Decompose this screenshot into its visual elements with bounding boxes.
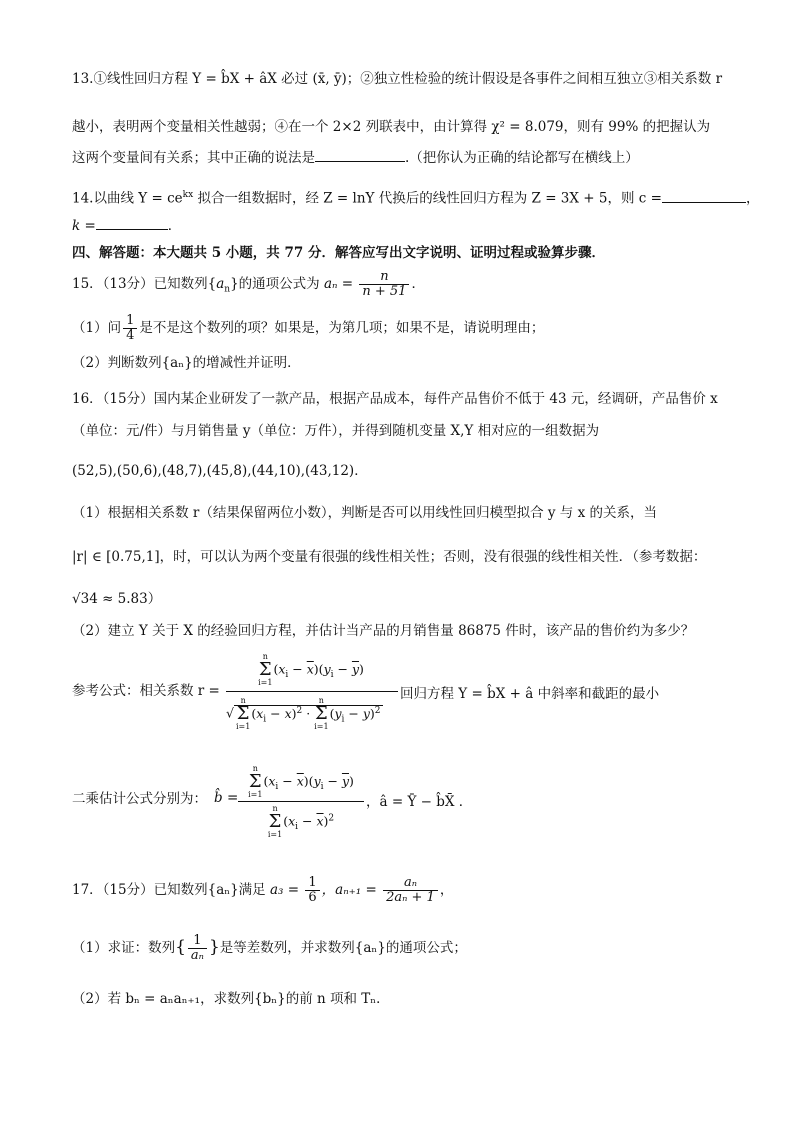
a3-lhs: a₃ = <box>269 882 300 898</box>
q16-ref-data: √34 ≈ 5.83） <box>72 591 162 607</box>
q14-k: k = <box>72 218 96 234</box>
q15-p1-a: （1）问 <box>72 320 122 336</box>
sum-symbol: n Σ i=1 <box>235 696 251 731</box>
numerator: n <box>380 269 389 284</box>
denominator: 6 <box>305 890 319 905</box>
q14-line1: 14.以曲线 $Y = ce^{kx}$ 拟合一组数据时，经 Z = lnY 代换后的线性回归方程为 Z = 3X + 5，则 c = ， <box>72 190 760 207</box>
fraction-bar <box>238 801 364 802</box>
ref-formula-label: 参考公式：相关系数 r = <box>72 683 220 699</box>
denominator: aₙ <box>188 948 207 963</box>
recurrence-lhs: ，aₙ₊₁ = <box>321 882 377 898</box>
q13-line2: 越小，表明两个变量相关性越弱；④在一个 2×2 列联表中，由计算得 χ² = 8.079，则有 99% 的把握认为 <box>72 119 711 135</box>
ols-numerator: n Σ i=1 $(x_i - \overline{x})(y_i - \overline{y})$ <box>248 764 354 799</box>
numerator: 1 <box>126 313 135 328</box>
q13-line1: 13.①线性回归方程 Y = b̂X + âX 必过 (x̄, ȳ)；②独立性检验的统计假设是各事件之间相互独立③相关系数 r <box>72 71 723 87</box>
q16-data: (52,5),(50,6),(48,7),(45,8),(44,10),(43,12)． <box>72 463 368 479</box>
answer-blank[interactable] <box>315 148 405 162</box>
denominator: 2aₙ + 1 <box>383 890 438 905</box>
sum-symbol: n Σ i=1 <box>267 804 283 839</box>
q15-part1 <box>72 314 544 343</box>
q14-line2: k = ． <box>72 218 182 234</box>
denominator: n + 51 <box>359 284 409 299</box>
q17-p1-a: （1）求证：数列 <box>72 940 176 956</box>
correlation-numerator: n Σ i=1 $(x_i - \overline{x})(y_i - \overline{y})$ <box>258 652 364 687</box>
section-heading: 四、解答题：本大题共 5 小题，共 77 分．解答应写出文字说明、证明过程或验算步骤． <box>72 245 605 261</box>
fraction <box>359 270 409 299</box>
q17-part1: （1）求证：数列{ $\frac{1}{\text{aₙ}}$ }是等差数列，并求数列{aₙ}的通项公式； <box>72 933 467 963</box>
fraction <box>383 876 438 905</box>
q17-p1-b: 是等差数列，并求数列{aₙ}的通项公式； <box>219 940 467 956</box>
q14-text-b: 拟合一组数据时，经 Z = lnY 代换后的线性回归方程为 Z = 3X + 5，则 c = <box>193 190 662 207</box>
ols-label: 二乘估计公式分别为： <box>72 791 207 807</box>
fraction <box>305 876 319 905</box>
q13-line3-text: 这两个变量间有关系；其中正确的说法是 <box>72 150 315 166</box>
q16-condition: |r| ∈ [0.75,1]，时，可以认为两个变量有很强的线性相关性；否则，没有很强的线性相关性．（参考数据： <box>72 549 707 565</box>
q13-line3 <box>72 148 639 167</box>
a-hat-formula: ，â = Ȳ − b̂X̄ ． <box>366 794 473 810</box>
formula-lhs: aₙ = <box>323 276 354 292</box>
q14-exponent: kx <box>182 190 194 200</box>
q15-stem: 15．（13分）已知数列$\{a_n\}$的通项公式为 aₙ = $\frac{n}{n + 51}$ ． <box>72 269 425 299</box>
q17-stem: 17．（15分）已知数列{aₙ}满足 a₃ = $\frac{1}{6}$ ，aₙ₊₁ = $\frac{\text{aₙ}}{\text{2aₙ + 1}}$ ， <box>72 875 454 905</box>
q16-part2: （2）建立 Y 关于 X 的经验回归方程，并估计当产品的月销售量 86875 件时，该产品的售价约为多少？ <box>72 623 695 639</box>
q16-line2: （单位：元/件）与月销售量 y（单位：万件），并得到随机变量 X,Y 相对应的一组数据为 <box>72 423 600 439</box>
seq-braces: $\{a_n\}$ <box>207 276 239 295</box>
q16-line1: 16．（15分）国内某企业研发了一款产品，根据产品成本，每件产品售价不低于 43 元，经调研，产品售价 x <box>72 391 718 407</box>
numerator: aₙ <box>403 875 417 890</box>
sum-symbol: n Σ i=1 <box>314 696 329 731</box>
q15-p1-b: 是不是这个数列的项？如果是，为第几项；如果不是，请说明理由； <box>139 320 545 336</box>
fraction <box>188 934 207 963</box>
q17-stem-a: 17．（15分）已知数列{aₙ}满足 <box>72 882 266 898</box>
fraction-bar <box>226 691 398 692</box>
answer-blank[interactable] <box>96 216 168 230</box>
ols-denominator: n Σ i=1 $(x_i - \overline{x})^2$ <box>267 804 335 839</box>
sum-symbol: n Σ i=1 <box>248 764 263 799</box>
regression-line-text: 回归方程 Y = b̂X + â 中斜率和截距的最小 <box>400 686 660 702</box>
q15-part2: （2）判断数列{aₙ}的增减性并证明． <box>72 355 301 371</box>
q16-part1: （1）根据相关系数 r（结果保留两位小数），判断是否可以用线性回归模型拟合 y 与 x 的关系，当 <box>72 505 657 521</box>
q13-line3-tail: .（把你认为正确的结论都写在横线上） <box>405 150 639 166</box>
answer-blank[interactable] <box>662 189 746 203</box>
fraction <box>123 314 137 343</box>
correlation-denominator: √ n Σ i=1 $(x_i - \overline{x})^2$ · n Σ i=1 $(y_i - \overline{y})^2$ <box>226 696 381 731</box>
q15-stem-a: 15．（13分）已知数列 <box>72 276 208 292</box>
q14-text-a: 14.以曲线 Y = ce <box>72 190 183 207</box>
numerator: 1 <box>308 875 317 890</box>
q15-stem-b: 的通项公式为 <box>238 276 320 292</box>
denominator: 4 <box>123 328 137 343</box>
numerator: 1 <box>193 933 202 948</box>
sum-symbol: n Σ i=1 <box>258 652 273 687</box>
q17-part2: （2）若 bₙ = aₙaₙ₊₁，求数列{bₙ}的前 n 项和 Tₙ． <box>72 991 390 1007</box>
b-hat-lhs: b̂ = <box>214 790 239 806</box>
